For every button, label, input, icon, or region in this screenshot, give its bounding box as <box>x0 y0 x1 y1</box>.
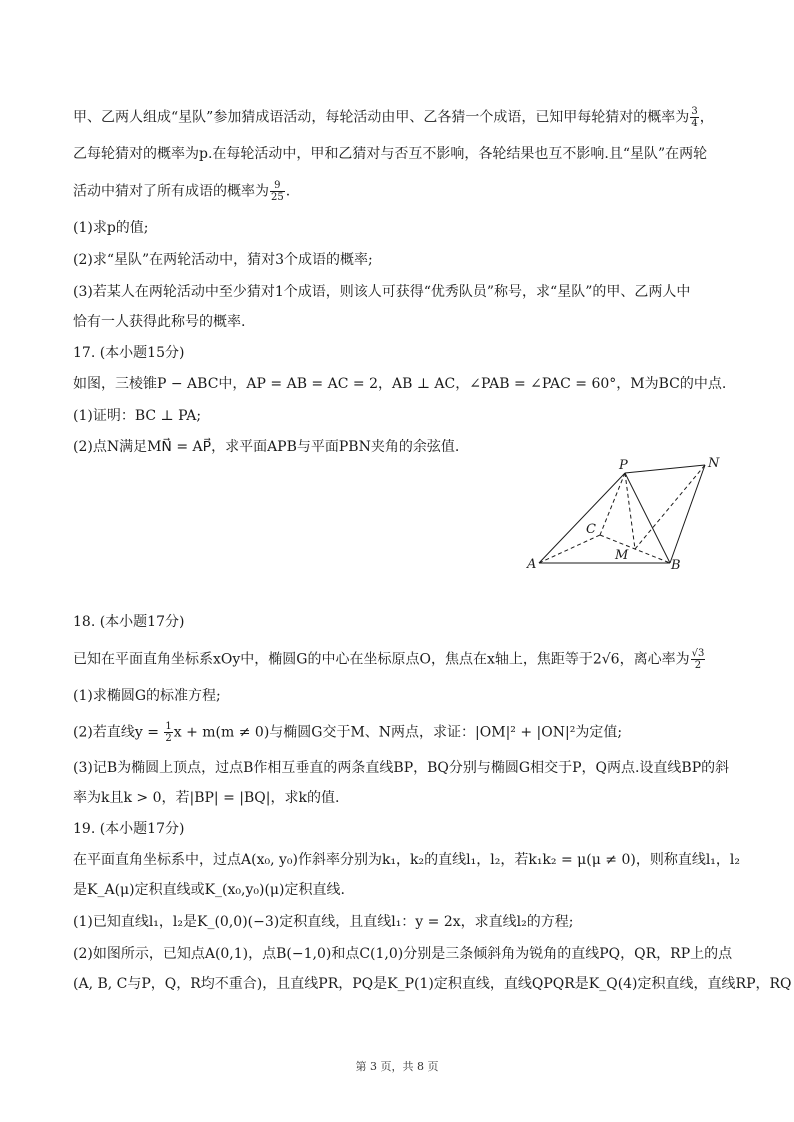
label-b: B <box>671 558 681 573</box>
q18-part2-frac <box>164 721 172 744</box>
q18-frac-den: 2 <box>694 660 702 671</box>
q18-part2-b: x + m(m ≠ 0)与椭圆G交于M、N两点，求证：|OM|² + |ON|²为定值; <box>173 724 623 741</box>
q17-part1: (1)证明：BC ⊥ PA; <box>73 408 202 424</box>
q18-frac-num: √3 <box>691 648 705 659</box>
q16-line1-text: 甲、乙两人组成“星队”参加猜成语活动，每轮活动由甲、乙各猜一个成语，已知甲每轮猜对的概率为 <box>73 109 690 126</box>
edge-mn <box>635 465 705 549</box>
q16-part3-a: (3)若某人在两轮活动中至少猜对1个成语，则该人可获得“优秀队员”称号，求“星队”的甲、乙两人中 <box>73 284 691 300</box>
q18-frac <box>691 648 706 671</box>
q18-part2-frac-den: 2 <box>165 733 172 744</box>
q16-line2: 乙每轮猜对的概率为p.在每轮活动中，甲和乙猜对与否互不影响，各轮结果也互不影响.且“星队”在两轮 <box>73 146 708 162</box>
q19-heading: 19. (本小题17分) <box>73 821 185 837</box>
q18-part3-b: 率为k且k > 0，若|BP| = |BQ|，求k的值. <box>73 790 340 806</box>
label-m: M <box>615 548 629 563</box>
q16-frac2-num: 9 <box>270 180 285 192</box>
label-n: N <box>708 456 720 471</box>
q17-part2: (2)点N满足MN⃗ = AP⃗，求平面APB与平面PBN夹角的余弦值. <box>73 439 460 455</box>
edge-ap <box>539 473 625 563</box>
q19-part2-b: (A, B, C与P，Q，R均不重合)，且直线PR，PQ是K_P(1)定积直线，直线QPQR是K_Q(4)定积直线，直线RP，RQ <box>73 976 792 992</box>
edge-pc <box>600 473 625 535</box>
label-c: C <box>586 522 596 537</box>
q16-line3 <box>73 180 739 203</box>
q18-heading: 18. (本小题17分) <box>73 614 185 630</box>
q19-part1: (1)已知直线l₁，l₂是K_(0,0)(−3)定积直线，且直线l₁：y = 2x，求直线l₂的方程; <box>73 914 574 930</box>
q19-part2-a: (2)如图所示，已知点A(0,1)，点B(−1,0)和点C(1,0)分别是三条倾斜角为锐角的直线PQ，QR，RP上的点 <box>73 946 733 962</box>
q18-part3-a: (3)记B为椭圆上顶点，过点B作相互垂直的两条直线BP，BQ分别与椭圆G相交于P，Q两点.设直线BP的斜 <box>73 760 730 776</box>
page-footer: 第 3 页，共 8 页 <box>355 1060 439 1073</box>
q16-part3-b: 恰有一人获得此称号的概率. <box>73 314 246 330</box>
edge-pn <box>625 465 705 473</box>
q16-line3-end: . <box>285 183 291 200</box>
q17-heading: 17. (本小题15分) <box>73 345 185 361</box>
q17-stem: 如图，三棱锥P − ABC中，AP = AB = AC = 2，AB ⊥ AC，∠PAB = ∠PAC = 60°，M为BC的中点. <box>73 376 727 392</box>
q16-part2: (2)求“星队”在两轮活动中，猜对3个成语的概率; <box>73 252 373 268</box>
q16-part1: (1)求p的值; <box>73 220 149 236</box>
q16-frac2-den: 25 <box>271 192 284 203</box>
q18-part2-frac-num: 1 <box>165 721 172 732</box>
q18-stem <box>73 648 739 671</box>
edge-pb <box>625 473 670 563</box>
label-a: A <box>527 557 537 572</box>
q16-line1 <box>73 106 739 129</box>
q18-part1: (1)求椭圆G的标准方程; <box>73 688 221 704</box>
q16-line1-end: ， <box>699 109 714 126</box>
label-p: P <box>619 458 628 473</box>
q16-frac1-num: 3 <box>691 106 698 117</box>
q19-line2: 是K_A(μ)定积直线或K_(x₀,y₀)(μ)定积直线. <box>73 882 345 898</box>
q18-part2 <box>73 721 739 744</box>
q18-stem-text: 已知在平面直角坐标系xOy中，椭圆G的中心在坐标原点O，焦点在x轴上，焦距等于2√6，离心率为 <box>73 651 690 668</box>
q19-line1: 在平面直角坐标系中，过点A(x₀, y₀)作斜率分别为k₁，k₂的直线l₁，l₂，若k₁k₂ = μ(μ ≠ 0)，则称直线l₁，l₂ <box>73 852 740 868</box>
edge-pm <box>625 473 635 549</box>
pyramid-figure <box>525 455 730 575</box>
edge-ac <box>539 535 600 563</box>
q18-part2-a: (2)若直线y = <box>73 724 164 741</box>
q16-frac2 <box>270 180 285 203</box>
q16-frac1-den: 4 <box>691 118 698 129</box>
q16-frac1 <box>690 106 698 129</box>
q16-line3-text: 活动中猜对了所有成语的概率为 <box>73 183 269 200</box>
edge-nb <box>670 465 705 563</box>
